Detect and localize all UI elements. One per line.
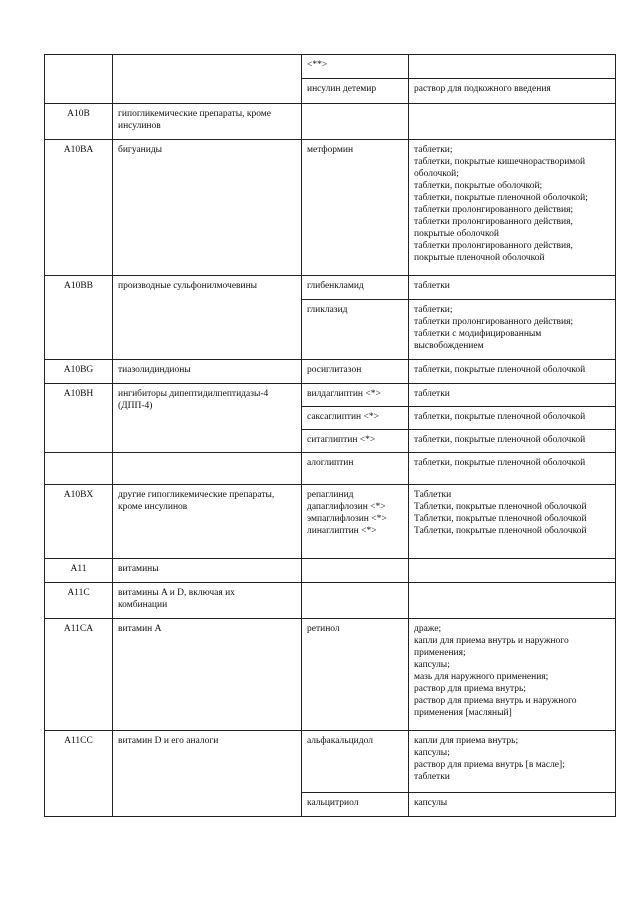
inn-cell: кальцитриол [302, 793, 409, 817]
table-row [45, 276, 616, 300]
inn-cell: гликлазид [302, 300, 409, 360]
inn-cell [302, 104, 409, 140]
table-row [45, 619, 616, 731]
dosage-form-cell [409, 583, 616, 619]
group-cell: тиазолидиндионы [113, 360, 302, 384]
atc-code-cell: A10BB [45, 276, 113, 360]
table-row [45, 583, 616, 619]
table-row [45, 360, 616, 384]
inn-cell [302, 583, 409, 619]
atc-code-cell: A10BX [45, 485, 113, 559]
dosage-form-cell: капсулы [409, 793, 616, 817]
inn-cell: глибенкламид [302, 276, 409, 300]
inn-cell: ситаглиптин <*> [302, 430, 409, 453]
inn-cell: вилдаглиптин <*> [302, 384, 409, 407]
atc-code-cell: A10BA [45, 140, 113, 276]
inn-cell: саксаглиптин <*> [302, 407, 409, 430]
atc-code-cell: A11CA [45, 619, 113, 731]
dosage-form-cell: таблетки, покрытые пленочной оболочкой [409, 360, 616, 384]
table-row [45, 731, 616, 793]
dosage-form-cell: таблетки; таблетки, покрытые кишечнорастворимой оболочкой; таблетки, покрытые оболочкой; таблетки, покрытые пленочной оболочкой; таблетки пролонгированного действия; таблетки пролонгированного действия, покрытые оболочкой таблетки пролонгированного действия, покрытые пленочной оболочкой [409, 140, 616, 276]
inn-cell: метформин [302, 140, 409, 276]
inn-cell [302, 559, 409, 583]
group-cell: витамины A и D, включая их комбинации [113, 583, 302, 619]
dosage-form-cell [409, 559, 616, 583]
group-cell: бигуаниды [113, 140, 302, 276]
dosage-form-cell: таблетки, покрытые пленочной оболочкой [409, 453, 616, 485]
group-cell: витамин A [113, 619, 302, 731]
group-cell [113, 453, 302, 485]
table-row [45, 485, 616, 559]
dosage-form-cell: раствор для подкожного введения [409, 79, 616, 104]
group-cell: ингибиторы дипептидилпептидазы-4 (ДПП-4) [113, 384, 302, 453]
dosage-form-cell: таблетки [409, 384, 616, 407]
atc-code-cell: A10B [45, 104, 113, 140]
inn-cell: росиглитазон [302, 360, 409, 384]
group-cell: другие гипогликемические препараты, кроме инсулинов [113, 485, 302, 559]
dosage-form-cell [409, 104, 616, 140]
table-row [45, 384, 616, 407]
atc-code-cell [45, 55, 113, 104]
inn-cell: инсулин детемир [302, 79, 409, 104]
dosage-form-cell: драже; капли для приема внутрь и наружного применения; капсулы; мазь для наружного применения; раствор для приема внутрь; раствор для приема внутрь и наружного применения [масляный] [409, 619, 616, 731]
group-cell [113, 55, 302, 104]
table-row [45, 453, 616, 485]
atc-code-cell: A11C [45, 583, 113, 619]
atc-code-cell: A10BG [45, 360, 113, 384]
dosage-form-cell: таблетки, покрытые пленочной оболочкой [409, 407, 616, 430]
dosage-form-cell: таблетки [409, 276, 616, 300]
atc-code-cell: A11 [45, 559, 113, 583]
dosage-form-cell: таблетки, покрытые пленочной оболочкой [409, 430, 616, 453]
table-row [45, 140, 616, 276]
medication-table [44, 54, 616, 817]
dosage-form-cell: таблетки; таблетки пролонгированного действия; таблетки с модифицированным высвобождением [409, 300, 616, 360]
group-cell: витамины [113, 559, 302, 583]
table-row [45, 559, 616, 583]
table-row [45, 104, 616, 140]
atc-code-cell: A10BH [45, 384, 113, 453]
inn-cell: <**> [302, 55, 409, 79]
inn-cell: ретинол [302, 619, 409, 731]
group-cell: производные сульфонилмочевины [113, 276, 302, 360]
atc-code-cell [45, 453, 113, 485]
group-cell: гипогликемические препараты, кроме инсулинов [113, 104, 302, 140]
inn-cell: алоглиптин [302, 453, 409, 485]
table-row [45, 55, 616, 79]
inn-cell: альфакальцидол [302, 731, 409, 793]
dosage-form-cell: капли для приема внутрь; капсулы; раствор для приема внутрь [в масле]; таблетки [409, 731, 616, 793]
group-cell: витамин D и его аналоги [113, 731, 302, 817]
inn-cell: репаглинид дапаглифлозин <*> эмпаглифлозин <*> линаглиптин <*> [302, 485, 409, 559]
atc-code-cell: A11CC [45, 731, 113, 817]
dosage-form-cell [409, 55, 616, 79]
dosage-form-cell: Таблетки Таблетки, покрытые пленочной оболочкой Таблетки, покрытые пленочной оболочкой Таблетки, покрытые пленочной оболочкой [409, 485, 616, 559]
